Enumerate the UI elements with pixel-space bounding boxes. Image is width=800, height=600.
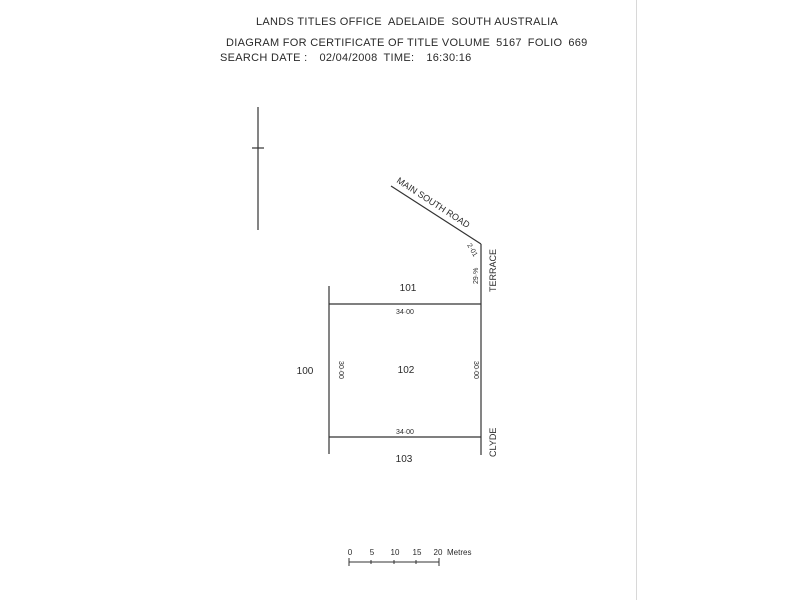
scale-tick-label: 10	[390, 548, 400, 557]
time-label: TIME:	[383, 52, 415, 64]
office-heading: LANDS TITLES OFFICE ADELAIDE SOUTH AUSTRALIA	[256, 16, 559, 28]
terrace-label: TERRACE	[488, 248, 498, 292]
scale-tick-label: 20	[433, 548, 443, 557]
clyde-label: CLYDE	[488, 427, 498, 457]
main-south-road-line	[391, 186, 481, 244]
scale-unit-label: Metres	[447, 548, 472, 557]
search-date-label: SEARCH DATE :	[220, 52, 308, 64]
scale-tick-label: 5	[369, 548, 375, 557]
volume-value: 5167	[496, 37, 522, 49]
scale-bar	[348, 548, 472, 566]
scale-tick-label: 15	[412, 548, 422, 557]
north-boundary-dimension: 34·00	[396, 309, 414, 316]
diagram-label: DIAGRAM FOR CERTIFICATE OF TITLE VOLUME	[226, 37, 491, 49]
south-boundary-dimension: 34·00	[396, 429, 414, 436]
main-south-road-label: MAIN SOUTH ROAD	[394, 175, 472, 230]
lot-100-label: 100	[296, 366, 314, 377]
lot-101-label: 101	[399, 283, 417, 294]
search-date-value: 02/04/2008	[319, 52, 378, 64]
frontage-dimension: 29·%	[473, 267, 480, 284]
folio-value: 669	[568, 37, 588, 49]
folio-label: FOLIO	[527, 37, 563, 49]
lot-102-label: 102	[397, 365, 415, 376]
corner-chord-dimension: 2·01	[465, 242, 479, 259]
time-value: 16:30:16	[426, 52, 472, 64]
lot-103-label: 103	[395, 454, 413, 465]
scale-tick-label: 0	[347, 548, 353, 557]
east-boundary-dimension: 30·00	[472, 361, 479, 379]
north-arrow-icon	[252, 107, 264, 230]
west-boundary-dimension: 30·00	[337, 361, 344, 379]
